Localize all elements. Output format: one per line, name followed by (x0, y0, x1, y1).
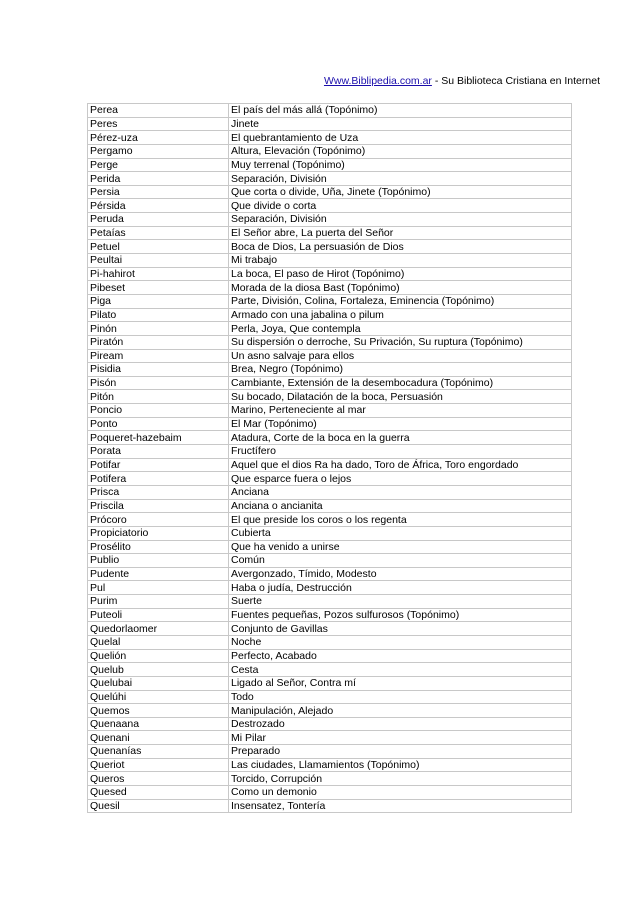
entry-name: Potifar (88, 458, 229, 472)
entry-name: Publio (88, 554, 229, 568)
entry-meaning: Fructífero (229, 445, 572, 459)
entry-name: Pudente (88, 567, 229, 581)
site-tagline: - Su Biblioteca Cristiana en Internet (431, 75, 600, 87)
table-row (88, 172, 572, 186)
table-row (88, 717, 572, 731)
entry-meaning: Anciana (229, 485, 572, 499)
table-row (88, 731, 572, 745)
entry-meaning: Que divide o corta (229, 199, 572, 213)
table-row (88, 199, 572, 213)
table-row (88, 526, 572, 540)
entry-name: Perge (88, 158, 229, 172)
entry-meaning: Suerte (229, 595, 572, 609)
entry-name: Quedorlaomer (88, 622, 229, 636)
table-row (88, 458, 572, 472)
table-row (88, 158, 572, 172)
table-row (88, 376, 572, 390)
table-row (88, 417, 572, 431)
entry-meaning: Un asno salvaje para ellos (229, 349, 572, 363)
entry-meaning: El Mar (Topónimo) (229, 417, 572, 431)
entry-meaning: Manipulación, Alejado (229, 704, 572, 718)
entry-name: Quesil (88, 799, 229, 813)
table-row (88, 690, 572, 704)
table-row (88, 472, 572, 486)
entry-meaning: Boca de Dios, La persuasión de Dios (229, 240, 572, 254)
table-row (88, 104, 572, 118)
entry-name: Pisidia (88, 363, 229, 377)
entry-meaning: Preparado (229, 745, 572, 759)
table-row (88, 581, 572, 595)
entry-meaning: Mi Pilar (229, 731, 572, 745)
table-row (88, 117, 572, 131)
entry-meaning: El país del más allá (Topónimo) (229, 104, 572, 118)
entry-name: Pitón (88, 390, 229, 404)
entry-meaning: Separación, División (229, 172, 572, 186)
table-row (88, 254, 572, 268)
entry-name: Quesed (88, 786, 229, 800)
table-row (88, 554, 572, 568)
entry-name: Puteoli (88, 608, 229, 622)
entry-name: Pérsida (88, 199, 229, 213)
table-row (88, 758, 572, 772)
table-row (88, 404, 572, 418)
entry-name: Piga (88, 294, 229, 308)
table-row (88, 513, 572, 527)
table-row (88, 363, 572, 377)
entry-name: Pinón (88, 322, 229, 336)
entry-name: Quelal (88, 635, 229, 649)
entry-meaning: Avergonzado, Tímido, Modesto (229, 567, 572, 581)
entry-name: Pul (88, 581, 229, 595)
entry-name: Petaías (88, 226, 229, 240)
table-row (88, 294, 572, 308)
table-row (88, 485, 572, 499)
table-row (88, 567, 572, 581)
table-row (88, 622, 572, 636)
table-row (88, 499, 572, 513)
glossary-body (88, 104, 572, 813)
entry-name: Perida (88, 172, 229, 186)
entry-meaning: Las ciudades, Llamamientos (Topónimo) (229, 758, 572, 772)
entry-meaning: Haba o judía, Destrucción (229, 581, 572, 595)
entry-name: Ponto (88, 417, 229, 431)
entry-name: Petuel (88, 240, 229, 254)
table-row (88, 635, 572, 649)
entry-meaning: Mi trabajo (229, 254, 572, 268)
entry-meaning: Separación, División (229, 213, 572, 227)
table-row (88, 267, 572, 281)
entry-meaning: Morada de la diosa Bast (Topónimo) (229, 281, 572, 295)
entry-meaning: El Señor abre, La puerta del Señor (229, 226, 572, 240)
entry-meaning: Su bocado, Dilatación de la boca, Persuasión (229, 390, 572, 404)
entry-meaning: Común (229, 554, 572, 568)
entry-meaning: Noche (229, 635, 572, 649)
entry-meaning: Como un demonio (229, 786, 572, 800)
table-row (88, 131, 572, 145)
table-row (88, 240, 572, 254)
table-row (88, 390, 572, 404)
entry-meaning: Todo (229, 690, 572, 704)
entry-meaning: Que esparce fuera o lejos (229, 472, 572, 486)
entry-meaning: Cesta (229, 663, 572, 677)
entry-name: Peultai (88, 254, 229, 268)
entry-meaning: Altura, Elevación (Topónimo) (229, 144, 572, 158)
entry-meaning: Cambiante, Extensión de la desembocadura (Topónimo) (229, 376, 572, 390)
entry-meaning: Torcido, Corrupción (229, 772, 572, 786)
table-row (88, 704, 572, 718)
table-row (88, 772, 572, 786)
table-row (88, 213, 572, 227)
table-row (88, 676, 572, 690)
entry-meaning: Perla, Joya, Que contempla (229, 322, 572, 336)
entry-name: Prisca (88, 485, 229, 499)
entry-meaning: Marino, Perteneciente al mar (229, 404, 572, 418)
entry-name: Perea (88, 104, 229, 118)
entry-name: Peres (88, 117, 229, 131)
entry-meaning: Ligado al Señor, Contra mí (229, 676, 572, 690)
entry-name: Quelión (88, 649, 229, 663)
entry-meaning: Parte, División, Colina, Fortaleza, Eminencia (Topónimo) (229, 294, 572, 308)
entry-name: Purim (88, 595, 229, 609)
table-row (88, 745, 572, 759)
entry-name: Pilato (88, 308, 229, 322)
entry-meaning: Muy terrenal (Topónimo) (229, 158, 572, 172)
table-row (88, 445, 572, 459)
table-row (88, 431, 572, 445)
entry-meaning: Brea, Negro (Topónimo) (229, 363, 572, 377)
entry-name: Priscila (88, 499, 229, 513)
entry-meaning: Cubierta (229, 526, 572, 540)
entry-meaning: Insensatez, Tontería (229, 799, 572, 813)
entry-meaning: Conjunto de Gavillas (229, 622, 572, 636)
entry-meaning: Anciana o ancianita (229, 499, 572, 513)
entry-meaning: El que preside los coros o los regenta (229, 513, 572, 527)
table-row (88, 185, 572, 199)
entry-meaning: Fuentes pequeñas, Pozos sulfurosos (Topónimo) (229, 608, 572, 622)
entry-meaning: Su dispersión o derroche, Su Privación, Su ruptura (Topónimo) (229, 335, 572, 349)
table-row (88, 649, 572, 663)
entry-name: Pisón (88, 376, 229, 390)
entry-name: Quemos (88, 704, 229, 718)
entry-meaning: El quebrantamiento de Uza (229, 131, 572, 145)
entry-name: Pi-hahirot (88, 267, 229, 281)
table-row (88, 540, 572, 554)
site-link[interactable]: Www.Biblipedia.com.ar (323, 75, 432, 87)
entry-name: Quelubai (88, 676, 229, 690)
table-row (88, 786, 572, 800)
entry-name: Prosélito (88, 540, 229, 554)
entry-meaning: Que ha venido a unirse (229, 540, 572, 554)
entry-name: Porata (88, 445, 229, 459)
table-row (88, 335, 572, 349)
entry-name: Quelúhi (88, 690, 229, 704)
entry-meaning: La boca, El paso de Hirot (Topónimo) (229, 267, 572, 281)
entry-name: Poqueret-hazebaim (88, 431, 229, 445)
entry-meaning: Que corta o divide, Uña, Jinete (Topónimo) (229, 185, 572, 199)
table-row (88, 281, 572, 295)
entry-name: Piratón (88, 335, 229, 349)
entry-name: Pergamo (88, 144, 229, 158)
entry-meaning: Perfecto, Acabado (229, 649, 572, 663)
entry-meaning: Aquel que el dios Ra ha dado, Toro de África, Toro engordado (229, 458, 572, 472)
entry-meaning: Atadura, Corte de la boca en la guerra (229, 431, 572, 445)
names-glossary-table (87, 103, 572, 813)
table-row (88, 595, 572, 609)
entry-name: Peruda (88, 213, 229, 227)
entry-name: Pérez-uza (88, 131, 229, 145)
page-header (0, 75, 600, 87)
entry-meaning: Destrozado (229, 717, 572, 731)
entry-name: Propiciatorio (88, 526, 229, 540)
table-row (88, 349, 572, 363)
table-row (88, 144, 572, 158)
entry-name: Persia (88, 185, 229, 199)
entry-meaning: Armado con una jabalina o pilum (229, 308, 572, 322)
table-row (88, 308, 572, 322)
entry-name: Prócoro (88, 513, 229, 527)
entry-name: Queros (88, 772, 229, 786)
table-row (88, 663, 572, 677)
entry-name: Potifera (88, 472, 229, 486)
entry-name: Quenanías (88, 745, 229, 759)
entry-name: Quenani (88, 731, 229, 745)
table-row (88, 608, 572, 622)
entry-meaning: Jinete (229, 117, 572, 131)
table-row (88, 322, 572, 336)
entry-name: Piream (88, 349, 229, 363)
entry-name: Queriot (88, 758, 229, 772)
table-row (88, 799, 572, 813)
entry-name: Pibeset (88, 281, 229, 295)
entry-name: Poncio (88, 404, 229, 418)
entry-name: Quenaana (88, 717, 229, 731)
table-row (88, 226, 572, 240)
entry-name: Quelub (88, 663, 229, 677)
